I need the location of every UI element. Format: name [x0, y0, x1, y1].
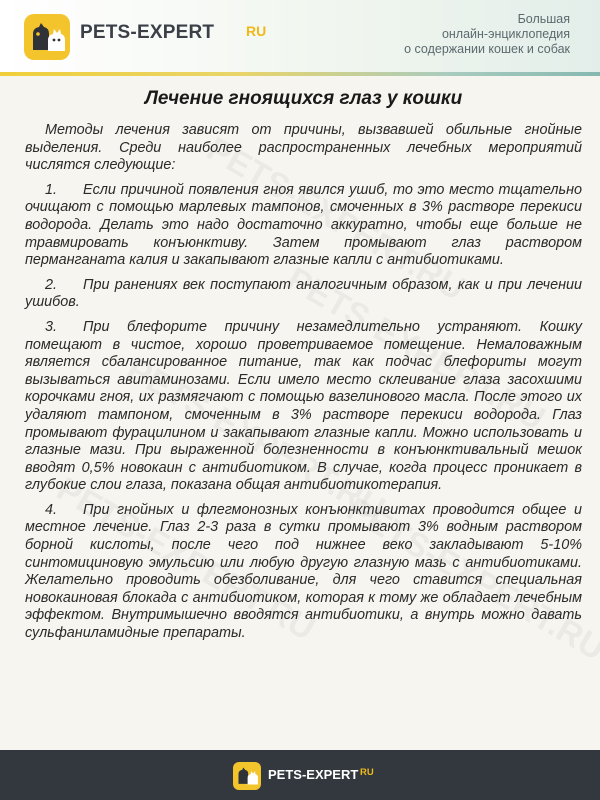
logo-tld[interactable]: RU: [246, 23, 267, 39]
list-item-text: Если причиной появления гноя явился ушиб, то это место тщательно очищают с помощью марлевых тампонов, смоченных в 3% растворе перекиси водорода. Делать это надо достаточно аккуратно, чтобы еще больше не травмировать конъюнктиву. Затем промывают глаз раствором перманганата калия и закапывают глазные капли с антибиотиками.: [25, 181, 582, 269]
site-tagline: [350, 12, 570, 57]
tagline-line-2: онлайн-энциклопедия: [441, 27, 570, 41]
list-item-number: 3.: [45, 318, 58, 335]
list-item-number: 4.: [45, 501, 58, 518]
list-item-text: При блефорите причину незамедлительно устраняют. Кошку помещают в чистое, хорошо проветриваемое помещение. Немаловажным является сбалансированное питание, так как подчас блефориты могут вызываться авитаминозами. Если имело место склеивание глаза засохшими корочками гноя, их размягчают с помощью вазелинового масла. После этого их удаляют тампоном, смоченным в 3% растворе перекиси водорода. Глаз промывают фурацилином и закапывают глазные капли. Можно использовать и глазные мази. При выраженной болезненности в конъюнктивальный мешок вводят 0,5% новокаин с антибиотиком. В случае, когда процесс проникает в глубокие слои глаза, показана общая антибиотикотерапия.: [25, 318, 582, 494]
logo-text[interactable]: PETS-EXPERT: [80, 22, 215, 43]
cat-dog-logo-icon[interactable]: [233, 762, 261, 790]
article: [25, 88, 582, 650]
list-item-text: При гнойных и флегмонозных конъюнктивитах проводится общее и местное лечение. Глаз 2-3 раза в сутки промывают 3% водным раствором борной кислоты, после чего под нижнее веко закладывают 5-10% синтомициновую эмульсию или любую другую глазную мазь с антибиотиками. Желательно проводить обезболивание, для чего ставится специальная новокаиновая блокада с антибиотиком, которая к тому же обладает лечебным эффектом. Внутримышечно вводятся антибиотики, а внутрь можно давать сульфаниламидные препараты.: [25, 501, 582, 642]
article-title: Лечение гноящихся глаз у кошки: [144, 88, 463, 109]
list-item-number: 2.: [45, 276, 58, 293]
list-item: [25, 277, 582, 312]
article-intro: Методы лечения зависят от причины, вызвавшей обильные гнойные выделения. Среди наиболее распространенных лечебных мероприятий числятся следующие:: [25, 122, 582, 174]
site-header: [0, 0, 600, 72]
site-footer: [0, 750, 600, 800]
list-item: [25, 182, 582, 270]
cat-dog-logo-icon[interactable]: [24, 14, 70, 60]
list-item-number: 1.: [45, 181, 58, 198]
footer-logo-tld[interactable]: RU: [360, 767, 374, 778]
list-item: [25, 502, 582, 643]
header-divider: [0, 72, 600, 76]
tagline-line-3: о содержании кошек и собак: [404, 42, 570, 56]
list-item-text: При ранениях век поступают аналогичным образом, как и при лечении ушибов.: [25, 276, 582, 311]
footer-logo-text[interactable]: PETS-EXPERT: [268, 767, 359, 782]
tagline-line-1: Большая: [517, 12, 570, 26]
list-item: [25, 319, 582, 495]
